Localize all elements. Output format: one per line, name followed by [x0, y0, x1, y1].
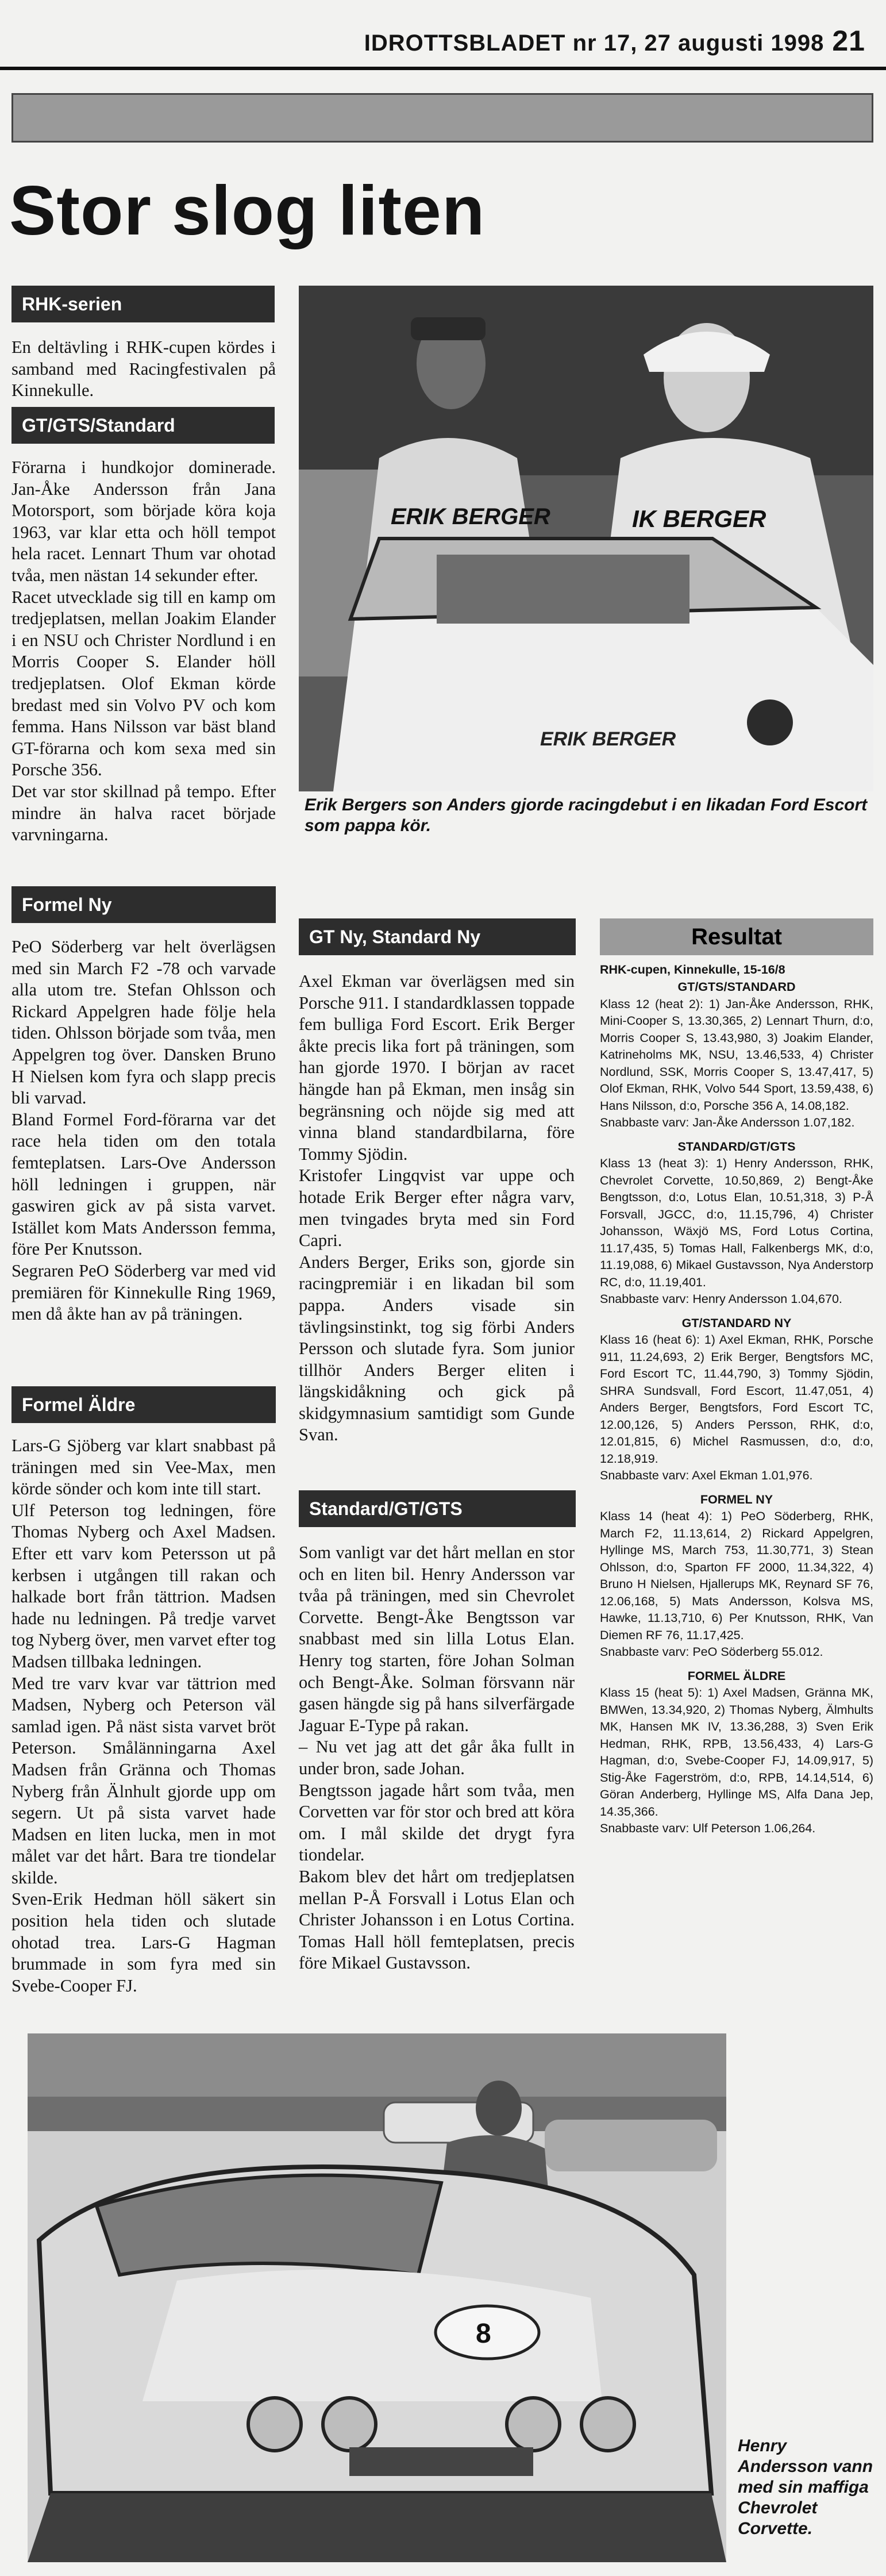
results-block — [600, 1668, 873, 1837]
results-text: Klass 12 (heat 2): 1) Jan-Åke Andersson, RHK, Mini-Cooper S, 13.30,365, 2) Lennart Thurn, d:o, Morris Cooper S, 13.43,980, 3) Joakim Elander, Katrineholms MK, NSU, 13.46,533, 4) Christer Nordlund, SSK, Morris Cooper S, 13.47,417, 5) Olof Ekman, RHK, Volvo 544 Sport, 13.59,438, 6) Hans Nilsson, d:o, Porsche 356 A, 14.08,182. Snabbaste varv: Jan-Åke Andersson 1.07,182. — [600, 997, 873, 1129]
results-heading: GT/GTS/STANDARD — [677, 980, 796, 994]
results-block — [600, 1315, 873, 1485]
header-banner — [11, 93, 873, 143]
results-title: Resultat — [600, 918, 873, 955]
tag-rhk-serien: RHK-serien — [11, 286, 275, 322]
results-text: Klass 13 (heat 3): 1) Henry Andersson, RHK, Chevrolet Corvette, 10.50,869, 2) Bengt-Åke Bengtsson, d:o, Lotus Elan, 10.51,318, 3) P-Å Forsvall, JGCC, d:o, 11.15,796, 4) Christer Johansson, Wäxjö MS, Ford Lotus Cortina, 11.17,435, 5) Tomas Hall, Falkenbergs MK, d:o, 11.19,088, 6) Mikael Gustavsson, Nya Anderstorp RC, d:o, 11.19,401. Snabbaste varv: Henry Andersson 1.04,670. — [600, 1156, 873, 1306]
results-heading: GT/STANDARD NY — [681, 1316, 792, 1330]
gt-ny-standard-ny-text: Axel Ekman var överlägsen med sin Porsche 911. I standardklassen toppade fem bulliga Ford Escort. Erik Berger åkte precis lika fort på träningen, som han gjorde 1970. I början av racet hängde han på Ekman, men insåg sin begränsning och nöjde sig med att vinna bland standardbilarna, före Tommy Sjödin. Kristofer Lingqvist var uppe och hotade Erik Berger efter några varv, men tvingades bryta med sin Ford Capri. Anders Berger, Eriks son, gjorde sin racingpremiär i en likadan bil som pappa. Anders visade sin tävlingsinstinkt, tog sig förbi Anders Persson och slutade fyra. Som junior tillhör Anders Berger eliten i längskidåkning och gick på skidgymnasium samtidigt som Gunde Svan. — [299, 971, 575, 1445]
top-rule — [0, 67, 886, 70]
results-block — [600, 979, 873, 1132]
photo-corvette — [28, 2033, 726, 2562]
rhk-intro: En deltävling i RHK-cupen kördes i samband med Racingfestivalen på Kinnekulle. — [11, 337, 276, 401]
results-text: Klass 14 (heat 4): 1) PeO Söderberg, RHK, March F2, 11.13,614, 2) Rickard Appelgren, Hyllinge MS, March 753, 11.30,771, 3) Stean Ohlsson, d:o, Sparton FF 2000, 11.34,322, 4) Bruno H Nielsen, Hjallerups MK, Reynard SF 76, 12.06,168, 5) Mats Andersson, Kolsva MS, Hawke, 11.13,710, 6) Per Knutsson, RHK, Van Diemen RF 76, 11.17,425. Snabbaste varv: PeO Söderberg 55.012. — [600, 1509, 873, 1659]
photo-top-caption: Erik Bergers son Anders gjorde racingdebut i en likadan Ford Escort som pappa kör. — [305, 795, 868, 835]
formel-ny-text: PeO Söderberg var helt överlägsen med sin March F2 -78 och varvade alla utom tre. Stefan Ohlsson och Rickard Appelgren hade följe hela tiden. Ohlsson började som tvåa, men Appelgren tog över. Dansken Bruno H Nielsen kom fyra och slapp precis bli varvad. Bland Formel Ford-förarna var det race hela tiden om den totala femteplatsen. Lars-Ove Andersson höll ledningen i gruppen, när gaswiren gick av på sista varvet. Istället kom Mats Andersson femma, före Per Knutsson. Segraren PeO Söderberg var med vid premiären för Kinnekulle Ring 1969, men då åkte han av på träningen. — [11, 937, 276, 1324]
shirt-text-left: ERIK BERGER — [391, 504, 550, 529]
page-number: 21 — [832, 25, 865, 57]
masthead — [364, 24, 865, 57]
results-intro: RHK-cupen, Kinnekulle, 15-16/8 — [600, 963, 785, 976]
headline: Stor slog liten — [9, 171, 486, 249]
results-list — [600, 979, 873, 1837]
standard-gt-gts-text: Som vanligt var det hårt mellan en stor och en liten bil. Henry Andersson var tvåa på träningen, med sin Chevrolet Corvette. Bengt-Åke Bengtsson var snabbast med sin lilla Lotus Elan. Henry tog starten, före Johan Solman och Bengt-Åke. Solman försvann när gasen hängde sig på hans silverfärgade Jaguar E-Type på rakan. – Nu vet jag att det går åka fullt in under bron, sade Johan. Bengtsson jagade hårt som tvåa, men Corvetten var för stor och bred att köra om. I mål skilde det drygt fyra tiondelar. Bakom blev det hårt om tredjeplatsen mellan P-Å Forsvall i Lotus Elan och Christer Johansson i en Lotus Cortina. Tomas Hall höll femteplatsen, precis före Mikael Gustavsson. — [299, 1543, 575, 1973]
formel-aldre-text: Lars-G Sjöberg var klart snabbast på träningen med sin Vee-Max, men körde sönder och kom inte till start. Ulf Peterson tog ledningen, före Thomas Nyberg och Axel Madsen. Efter ett varv kom Petersson ut på kerbsen i utgången till rakan och halkade bort från tättrion. Madsen hade nu ledningen. På tredje varvet tog Nyberg över, men varvet efter tog Madsen tillbaka ledningen. Med tre varv kvar var tättrion med Madsen, Nyberg och Peterson väl samlad igen. På näst sista varvet bröt Peterson. Smålänningarna Axel Madsen från Gränna och Thomas Nyberg från Älnhult gjorde upp om segern. Ut på sista varvet hade Madsen en liten lucka, men in mot målet var det hårt. Bara tre tiondelar skilde. Sven-Erik Hedman höll säkert sin position hela tiden och slutade ohotad trea. Lars-G Hagman brummade in som fyra med sin Svebe-Cooper FJ. — [11, 1436, 276, 1996]
results-block — [600, 1139, 873, 1308]
results-heading: STANDARD/GT/GTS — [677, 1139, 796, 1154]
tag-gt-gts-standard: GT/GTS/Standard — [11, 407, 275, 444]
svg-text:8: 8 — [476, 2319, 491, 2349]
publication-line: IDROTTSBLADET nr 17, 27 augusti 1998 — [364, 30, 825, 56]
photo-bottom-caption: Henry Andersson vann med sin maffiga Chevrolet Corvette. — [738, 2436, 873, 2538]
gt-gts-standard-text: Förarna i hundkojor dominerade. Jan-Åke Andersson från Jana Motorsport, som började köra koja 1963, var klar etta och höll tempot hela racet. Lennart Thum var ohotad tvåa, men nästan 14 sekunder efter. Racet utvecklade sig till en kamp om tredjeplatsen, mellan Joakim Elander i en NSU och Christer Nordlund i en Morris Cooper S. Elander höll tredjeplatsen. Olof Ekman körde bredast med sin Volvo PV och kom femma. Hans Nilsson var bäst bland GT-förarna och kom sexa med sin Porsche 356. Det var stor skillnad på tempo. Efter mindre än halva racet började varvningarna. — [11, 457, 276, 845]
results-heading: FORMEL NY — [700, 1492, 773, 1506]
tag-standard-gt-gts: Standard/GT/GTS — [299, 1490, 576, 1527]
results-text: Klass 16 (heat 6): 1) Axel Ekman, RHK, Porsche 911, 11.24,693, 2) Erik Berger, Bengtsfors MC, Ford Escort TC, 11.44,790, 3) Tommy Sjödin, SHRA Sundsvall, Ford Escort, 11.47,051, 4) Anders Berger, Bengtsfors, Ford Escort TC, 12.00,126, 5) Anders Persson, RHK, d:o, 12.01,815, 6) Michel Rasmussen, d:o, d:o, 12.18,919. Snabbaste varv: Axel Ekman 1.01,976. — [600, 1333, 873, 1482]
shirt-text-right: IK BERGER — [632, 505, 766, 532]
results-text: Klass 15 (heat 5): 1) Axel Madsen, Gränna MK, BMWen, 13.34,920, 2) Thomas Nyberg, Älmhults MK, Hansen MK IV, 13.36,288, 3) Sven Erik Hedman, RHK, RPB, 13.56,433, 4) Lars-G Hagman, d:o, Svebe-Cooper FJ, 14.09,917, 5) Stig-Åke Fagerström, d:o, RPB, 14.14,514, 6) Göran Anderberg, Hyllinge MS, Alfa Dana Jep, 14.35,366. Snabbaste varv: Ulf Peterson 1.06,264. — [600, 1686, 873, 1835]
tag-gt-ny-standard-ny: GT Ny, Standard Ny — [299, 918, 576, 955]
tag-formel-ny: Formel Ny — [11, 886, 276, 923]
tag-formel-aldre: Formel Äldre — [11, 1386, 276, 1423]
results-block — [600, 1491, 873, 1661]
photo-berger-father-son — [299, 286, 873, 791]
car-text: ERIK BERGER — [540, 728, 676, 750]
results-heading: FORMEL ÄLDRE — [687, 1668, 786, 1683]
